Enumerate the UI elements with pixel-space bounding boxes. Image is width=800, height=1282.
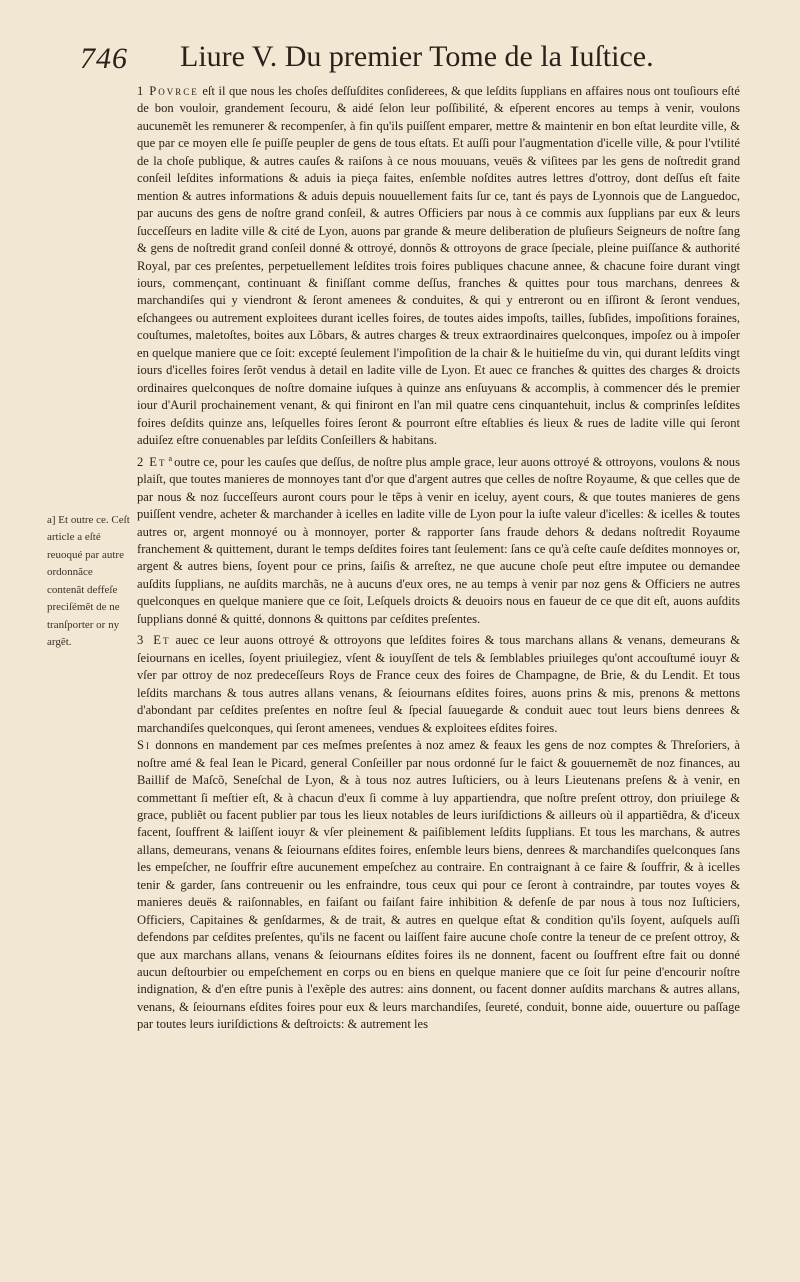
paragraph-number: 2 bbox=[137, 454, 144, 469]
lead-word: Povrce bbox=[149, 84, 199, 98]
lead-word: Et bbox=[149, 454, 167, 469]
page-number: 746 bbox=[80, 42, 128, 75]
paragraph-2 bbox=[137, 450, 740, 629]
paragraph-text: auec ce leur auons ottroyé & ottroyons que leſdites foires & tous marchans allans & venans, demeurans & ſeiournans en icelles, ſoyent priuilegiez, vſent & iouyſſent de tels & ſemblables priuileges qu'ont accouſtumé iouyr & vſer par ottroy de noz predeceſſeurs Roys de France ceux des foires de Champagne, de Brie, & du Lendit. Et tous leſdits marchans & tous autres allans venans, & ſeiournans eſdites foires, auons prins & mis, prenons & mettons d'abondant par ceſdites preſentes en noſtre ſeul & ſpecial ſauuegarde & conduit auec tout leurs biens denrees & marchandiſes quelconques, qui ſeront amenees, vendues & exploitees eſdites foires. bbox=[137, 633, 740, 735]
paragraph-text: donnons en mandement par ces meſmes preſentes à noz amez & feaux les gens de noz comptes & Threſoriers, à noſtre amé & feal Iean le Picard, general Conſeiller par nous ordonné ſur le faict & gouuernemẽt de noz finances, au Baillif de Maſcõ, Seneſchal de Lyon, & à tous noz autres Iuſticiers, ou à leurs Lieutenans preſens & à venir, en commettant ſi meſtier eſt, & à chacun d'eux ſi comme à luy appartiendra, que noſtre preſent ottroy, don priuilege & grace, publiẽt ou facent publier par tous les lieux notables de leurs iuriſdictions & ailleurs où il appartiẽdra, & d'iceux facent, ſouffrent & laiſſent iouyr & vſer pleinement & paiſiblement leſdits ſupplians. Et tous les marchans, & autres allans, demeurans, venans & ſeiournans eſdites foires, enſemble leurs biens, denrees & marchandiſes quelconques ſans les empeſcher, ne ſouffrir eſtre aucunement empeſchez au contraire. En contraignant à ce faire & ſouffrir, & à icelles tenir & garder, ſans contreuenir ou les enfraindre, tous ceux qui pour ce ſeront à contraindre, par toutes voyes & manieres deuës & raiſonnables, en faiſant ou faiſant faire inhibition & defenſe de par nous à tous noz Iuſticiers, Officiers, Capitaines & genſdarmes, & de trait, & autres en quelque eſtat & condition qu'ils ſoyent, auſquels auſſi defendons par ceſdites preſentes, qu'ils ne facent ou laiſſent faire aucune choſe contre la teneur de ce preſent ottroy, & que aux marchans allans, venans & ſeiournans eſdites foires ils ne donnent, facent ou ſouffrent eſtre fait ou donné aucun deſtourbier ou empeſchement en corps ou en biens en quelque maniere que ce ſoit ſur peine d'encourir noſtre indignation, & d'en eſtre punis à l'exẽple des autres: ains donnent, ou facent donner auſdits marchans & autres allans, venans, & ſeiournans eſdites foires pour eux & leurs marchandiſes, ſeureté, conduit, bonne aide, ouuerture ou paſſage par toutes leurs iuriſdictions & deſtroicts: & autrement les bbox=[137, 738, 740, 1032]
body-text bbox=[137, 83, 740, 1034]
page-header bbox=[80, 40, 780, 84]
paragraph-text: eſt il que nous les choſes deſſuſdites conſiderees, & que leſdits ſupplians en affaires nous ont touſiours eſté de bon vouloir, grandement ſecouru, & aidé ſelon leur poſſibilité, & eſperent encores au temps à venir, voulons aucunemẽt les remunerer & recompenſer, à fin qu'ils puiſſent emparer, mettre & maintenir en bon eſtat leurdite ville, & que par ce moyen elle ſe puiſſe peupler de gens de tous eſtats. Et auſſi pour l'augmentation d'icelle ville, & pour l'vtilité de la choſe publique, & autres cauſes & raiſons à ce nous mouuans, veuës & viſitees par les gens de noſtredit grand conſeil leſdites informations & aduis ia pieça faites, enſemble noſdites autres lettres d'ottroy, dont deſſus eſt faite mention & autres informations & aduis depuis nouuellement faits ſur ce, tant és pays de Lyonnois que de Languedoc, par aucuns des gens de noſtre grand conſeil, & autres Officiers par nous à ce commis aux ſupplians par eux & leurs ſucceſſeurs en ladite ville & cité de Lyon, auons par grande & meure deliberation de pluſieurs Seigneurs de noſtre ſang & gens de noſtredit grand conſeil donné & ottroyé, donnõs & ottroyons de grace ſpeciale, pleine puiſſance & authorité Royal, par ces preſentes, perpetuellement leſdites trois foires publiques chacune annee, & chacune foire durant vingt iours, commençant, continuant & finiſſant comme deſſus, franches & quittes pour tous marchans, denrees & marchandiſes qui y viendront & ſeront amenees & conduites, & qui y entreront ou en iſſiront & ſeront vendues, eſchangees ou autrement exploitees durant icelles foires, de toutes aides impoſts, tailles, ſubſides, impoſitions foraines, couſtumes, maletoſtes, boites aux Lõbars, & autres charges & treux extraordinaires quelconques, impoſez ou à impoſer en quelque maniere que ce ſoit: excepté ſeulement l'impoſition de la chair & le huitieſme du vin, qui durant leſdits vingt iours d'icelles foires ſerõt vendus à detail en ladite ville de Lyon. Et auec ce franches & quittes des charges & droicts ordinaires quelconques de noſtre domaine iuſques à quinze ans enſuyuans & accomplis, à commencer dés le premier iour d'Auril prochainement venant, & qui finiront en l'an mil quatre cens cinquantehuit, inclus & comprinſes leſdites foires deſdits quinze ans, leſquelles foires ſeront & pourront eſtre eſtablies és lieux & rues de ladite ville qui ſeront aduiſez eſtre conuenables par leſdits Conſeillers & habitans. bbox=[137, 84, 740, 448]
paragraph-3 bbox=[137, 628, 740, 737]
paragraph-text: outre ce, pour les cauſes que deſſus, de noſtre plus ample grace, leur auons ottroyé & ottroyons, voulons & nous plaiſt, que toutes manieres de monnoyes tant d'or que d'argent autres que celles de noſtre Royaume, & que celles que de par nous & noz ſucceſſeurs auront cours pour le tẽps à venir en iceluy, ayent cours, & que toutes manieres de gens puiſſent vendre, acheter & marchander à icelles en ladite ville de Lyon pour la iuſte valeur d'icelles: & icelles & toutes autres or, argent monnoyé ou à monnoyer, porter & rapporter ſans fraude dehors & dedans noſtredit Royaume franchement & quittement, durant le temps deſdites foires tant ſeulement: ſans ce qu'à ceſte cauſe deſdites monnoyes or, argent & autres biens, ſoyent pour ce prins, ſaiſis & arreſtez, ne que aucune choſe peut eſtre imputee ou demandee auſdits ſupplians, ne auſdits marchãs, ne à aucuns d'eux ores, ne au temps à venir par noz gens & Officiers ne autres quelconques en quelque maniere que ce ſoit, Leſquels droicts & deuoirs nous en faueur de ce que dit eſt, auons auſdits ſupplians donné & quitté, donnons & quittons par ceſdites preſentes. bbox=[137, 454, 740, 626]
lead-word: Et bbox=[153, 633, 171, 648]
lead-word: Si bbox=[137, 738, 152, 753]
footnote-mark: a bbox=[168, 453, 173, 463]
paragraph-4 bbox=[137, 737, 740, 1034]
marginal-note bbox=[47, 512, 131, 652]
marginal-note-text: a] Et outre ce. Ceſt article a eſté reuoqué par autre ordonnãce contenãt deffeſe preciſémẽt de ne tranſporter or ny argẽt. bbox=[47, 514, 130, 649]
running-title: Liure V. Du premier Tome de la Iuſtice. bbox=[180, 40, 654, 73]
paragraph-number: 3 bbox=[137, 633, 144, 648]
paragraph-1 bbox=[137, 83, 740, 450]
paragraph-number: 1 bbox=[137, 84, 144, 98]
